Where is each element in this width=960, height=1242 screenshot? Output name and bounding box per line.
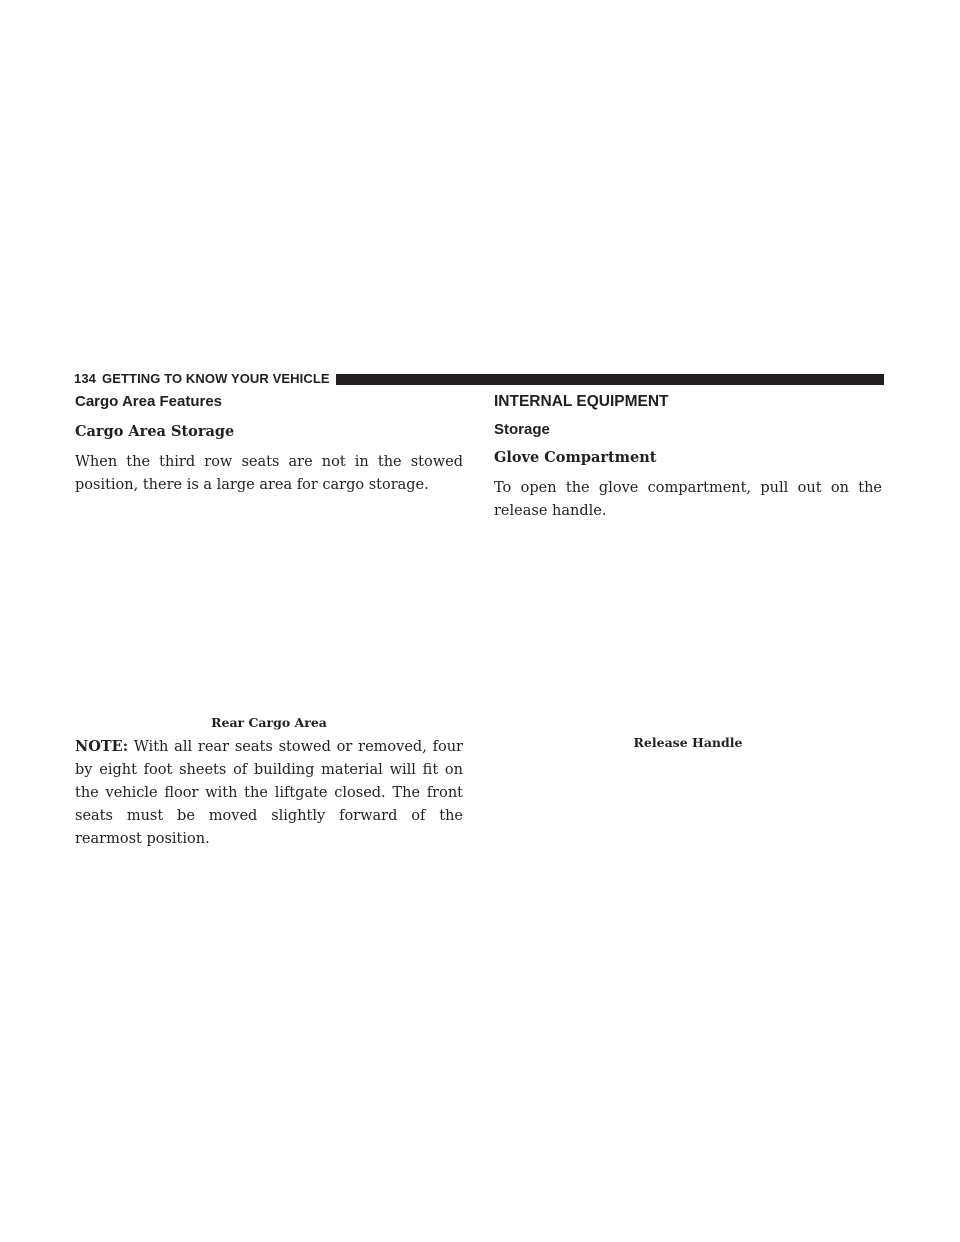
page-header (74, 371, 884, 387)
section-title: GETTING TO KNOW YOUR VEHICLE (102, 371, 330, 386)
glove-compartment-paragraph: To open the glove compartment, pull out on the release handle. (494, 480, 882, 519)
header-text (74, 371, 330, 387)
storage-heading: Storage (494, 421, 550, 438)
rear-cargo-area-figure (75, 497, 463, 715)
note-paragraph (75, 735, 463, 851)
cargo-area-features-heading: Cargo Area Features (75, 393, 222, 410)
cargo-storage-paragraph: When the third row seats are not in the stowed position, there is a large area for cargo storage. (75, 454, 463, 493)
note-label: NOTE: (75, 738, 129, 755)
rear-cargo-area-caption: Rear Cargo Area (211, 715, 327, 730)
glove-compartment-heading: Glove Compartment (494, 449, 657, 466)
right-column (494, 390, 882, 751)
page-number: 134 (74, 371, 96, 386)
release-handle-caption: Release Handle (633, 735, 743, 750)
left-column (75, 390, 463, 851)
note-text: With all rear seats stowed or removed, four by eight foot sheets of building material will fit on the vehicle floor with the liftgate closed. The front seats must be moved slightly forward of the rearmost position. (75, 739, 463, 847)
header-rule (336, 374, 884, 385)
release-handle-figure (494, 523, 882, 735)
internal-equipment-heading: INTERNAL EQUIPMENT (494, 393, 669, 410)
cargo-area-storage-heading: Cargo Area Storage (75, 423, 235, 440)
